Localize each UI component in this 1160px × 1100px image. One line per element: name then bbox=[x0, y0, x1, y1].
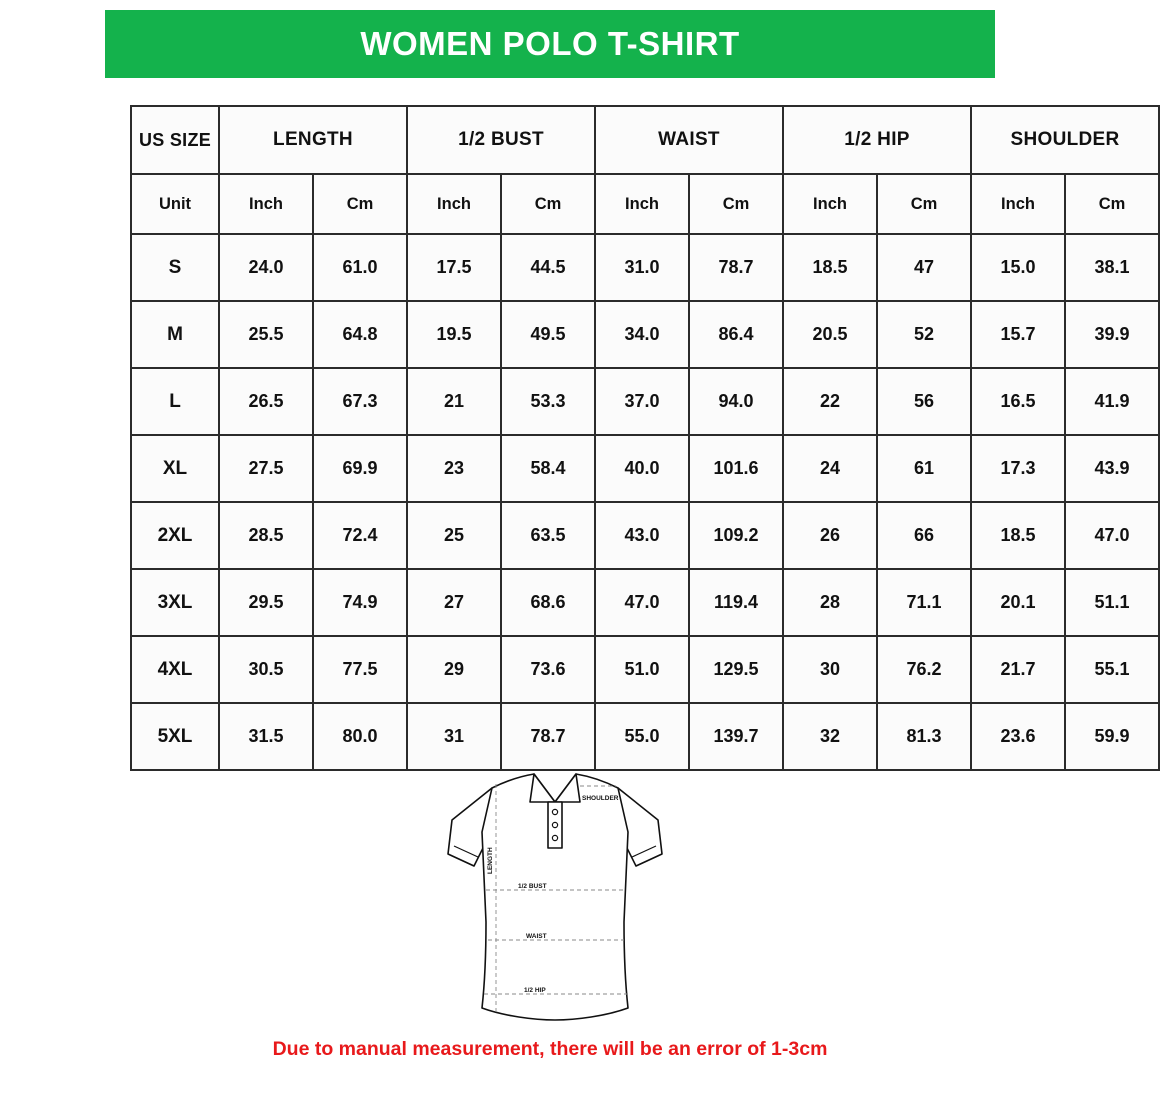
measure-cell: 30 bbox=[783, 636, 877, 703]
measure-cell: 77.5 bbox=[313, 636, 407, 703]
measure-cell: 73.6 bbox=[501, 636, 595, 703]
measure-cell: 26 bbox=[783, 502, 877, 569]
measure-cell: 22 bbox=[783, 368, 877, 435]
measure-cell: 25 bbox=[407, 502, 501, 569]
size-label: 4XL bbox=[131, 636, 219, 703]
unit-cell: Cm bbox=[1065, 174, 1159, 234]
measure-cell: 86.4 bbox=[689, 301, 783, 368]
measure-cell: 68.6 bbox=[501, 569, 595, 636]
measure-cell: 64.8 bbox=[313, 301, 407, 368]
unit-cell: Inch bbox=[971, 174, 1065, 234]
table-row bbox=[131, 234, 1159, 301]
measure-cell: 23.6 bbox=[971, 703, 1065, 770]
measure-cell: 27.5 bbox=[219, 435, 313, 502]
size-label: S bbox=[131, 234, 219, 301]
size-label: 2XL bbox=[131, 502, 219, 569]
measure-cell: 28.5 bbox=[219, 502, 313, 569]
size-label: M bbox=[131, 301, 219, 368]
column-header-half-bust: 1/2 BUST bbox=[407, 106, 595, 174]
measure-cell: 51.0 bbox=[595, 636, 689, 703]
measure-cell: 19.5 bbox=[407, 301, 501, 368]
measure-cell: 69.9 bbox=[313, 435, 407, 502]
column-header-length: LENGTH bbox=[219, 106, 407, 174]
unit-cell: Cm bbox=[313, 174, 407, 234]
measure-cell: 27 bbox=[407, 569, 501, 636]
measure-cell: 76.2 bbox=[877, 636, 971, 703]
measure-cell: 109.2 bbox=[689, 502, 783, 569]
measure-cell: 74.9 bbox=[313, 569, 407, 636]
measure-cell: 59.9 bbox=[1065, 703, 1159, 770]
table-row bbox=[131, 368, 1159, 435]
measure-cell: 41.9 bbox=[1065, 368, 1159, 435]
measure-cell: 72.4 bbox=[313, 502, 407, 569]
measure-cell: 44.5 bbox=[501, 234, 595, 301]
unit-cell: Inch bbox=[407, 174, 501, 234]
measure-cell: 32 bbox=[783, 703, 877, 770]
measure-cell: 18.5 bbox=[783, 234, 877, 301]
measure-cell: 56 bbox=[877, 368, 971, 435]
measure-cell: 51.1 bbox=[1065, 569, 1159, 636]
size-label: 3XL bbox=[131, 569, 219, 636]
column-header-us-size: US SIZE bbox=[131, 106, 219, 174]
unit-label: Unit bbox=[131, 174, 219, 234]
polo-shirt-diagram bbox=[430, 762, 680, 1027]
measure-cell: 71.1 bbox=[877, 569, 971, 636]
measure-cell: 31.0 bbox=[595, 234, 689, 301]
measure-cell: 61.0 bbox=[313, 234, 407, 301]
unit-cell: Cm bbox=[877, 174, 971, 234]
measure-cell: 21 bbox=[407, 368, 501, 435]
measure-cell: 139.7 bbox=[689, 703, 783, 770]
measure-cell: 67.3 bbox=[313, 368, 407, 435]
measure-cell: 29.5 bbox=[219, 569, 313, 636]
measure-cell: 18.5 bbox=[971, 502, 1065, 569]
size-label: 5XL bbox=[131, 703, 219, 770]
measure-cell: 43.0 bbox=[595, 502, 689, 569]
table-row bbox=[131, 703, 1159, 770]
measure-cell: 49.5 bbox=[501, 301, 595, 368]
table-group-header-row bbox=[131, 106, 1159, 174]
measure-cell: 28 bbox=[783, 569, 877, 636]
measure-cell: 47 bbox=[877, 234, 971, 301]
table-unit-row bbox=[131, 174, 1159, 234]
measure-cell: 55.1 bbox=[1065, 636, 1159, 703]
measure-cell: 52 bbox=[877, 301, 971, 368]
measure-cell: 63.5 bbox=[501, 502, 595, 569]
measure-cell: 24.0 bbox=[219, 234, 313, 301]
measure-cell: 55.0 bbox=[595, 703, 689, 770]
measure-cell: 17.5 bbox=[407, 234, 501, 301]
label-waist: WAIST bbox=[526, 933, 547, 940]
table-row bbox=[131, 502, 1159, 569]
size-table-container bbox=[130, 105, 1130, 771]
measure-cell: 34.0 bbox=[595, 301, 689, 368]
column-header-waist: WAIST bbox=[595, 106, 783, 174]
measure-cell: 15.7 bbox=[971, 301, 1065, 368]
unit-cell: Cm bbox=[501, 174, 595, 234]
measure-cell: 31 bbox=[407, 703, 501, 770]
table-row bbox=[131, 636, 1159, 703]
measure-cell: 43.9 bbox=[1065, 435, 1159, 502]
measure-cell: 16.5 bbox=[971, 368, 1065, 435]
measure-cell: 24 bbox=[783, 435, 877, 502]
measure-cell: 38.1 bbox=[1065, 234, 1159, 301]
measure-cell: 129.5 bbox=[689, 636, 783, 703]
size-label: L bbox=[131, 368, 219, 435]
label-length: LENGTH bbox=[487, 847, 494, 874]
page-title: WOMEN POLO T-SHIRT bbox=[360, 25, 740, 62]
measure-cell: 81.3 bbox=[877, 703, 971, 770]
table-row bbox=[131, 569, 1159, 636]
measure-cell: 58.4 bbox=[501, 435, 595, 502]
measure-cell: 47.0 bbox=[1065, 502, 1159, 569]
measure-cell: 119.4 bbox=[689, 569, 783, 636]
measure-cell: 101.6 bbox=[689, 435, 783, 502]
label-half-hip: 1/2 HIP bbox=[524, 987, 546, 994]
unit-cell: Inch bbox=[783, 174, 877, 234]
unit-cell: Cm bbox=[689, 174, 783, 234]
label-half-bust: 1/2 BUST bbox=[518, 883, 547, 890]
column-header-shoulder: SHOULDER bbox=[971, 106, 1159, 174]
measure-cell: 15.0 bbox=[971, 234, 1065, 301]
measurement-note: Due to manual measurement, there will be an error of 1-3cm bbox=[272, 1038, 828, 1060]
measure-cell: 29 bbox=[407, 636, 501, 703]
table-row bbox=[131, 301, 1159, 368]
label-shoulder: SHOULDER bbox=[582, 795, 619, 802]
measure-cell: 20.5 bbox=[783, 301, 877, 368]
measure-cell: 61 bbox=[877, 435, 971, 502]
measure-cell: 78.7 bbox=[501, 703, 595, 770]
measure-cell: 37.0 bbox=[595, 368, 689, 435]
measure-cell: 26.5 bbox=[219, 368, 313, 435]
measure-cell: 31.5 bbox=[219, 703, 313, 770]
unit-cell: Inch bbox=[219, 174, 313, 234]
measure-cell: 25.5 bbox=[219, 301, 313, 368]
measure-cell: 94.0 bbox=[689, 368, 783, 435]
unit-cell: Inch bbox=[595, 174, 689, 234]
size-label: XL bbox=[131, 435, 219, 502]
measure-cell: 53.3 bbox=[501, 368, 595, 435]
measure-cell: 39.9 bbox=[1065, 301, 1159, 368]
measure-cell: 66 bbox=[877, 502, 971, 569]
size-table bbox=[130, 105, 1160, 771]
measure-cell: 23 bbox=[407, 435, 501, 502]
measure-cell: 78.7 bbox=[689, 234, 783, 301]
measure-cell: 40.0 bbox=[595, 435, 689, 502]
header-banner bbox=[105, 10, 995, 78]
measure-cell: 17.3 bbox=[971, 435, 1065, 502]
measure-cell: 47.0 bbox=[595, 569, 689, 636]
column-header-half-hip: 1/2 HIP bbox=[783, 106, 971, 174]
measure-cell: 21.7 bbox=[971, 636, 1065, 703]
measure-cell: 30.5 bbox=[219, 636, 313, 703]
table-row bbox=[131, 435, 1159, 502]
measure-cell: 80.0 bbox=[313, 703, 407, 770]
measure-cell: 20.1 bbox=[971, 569, 1065, 636]
